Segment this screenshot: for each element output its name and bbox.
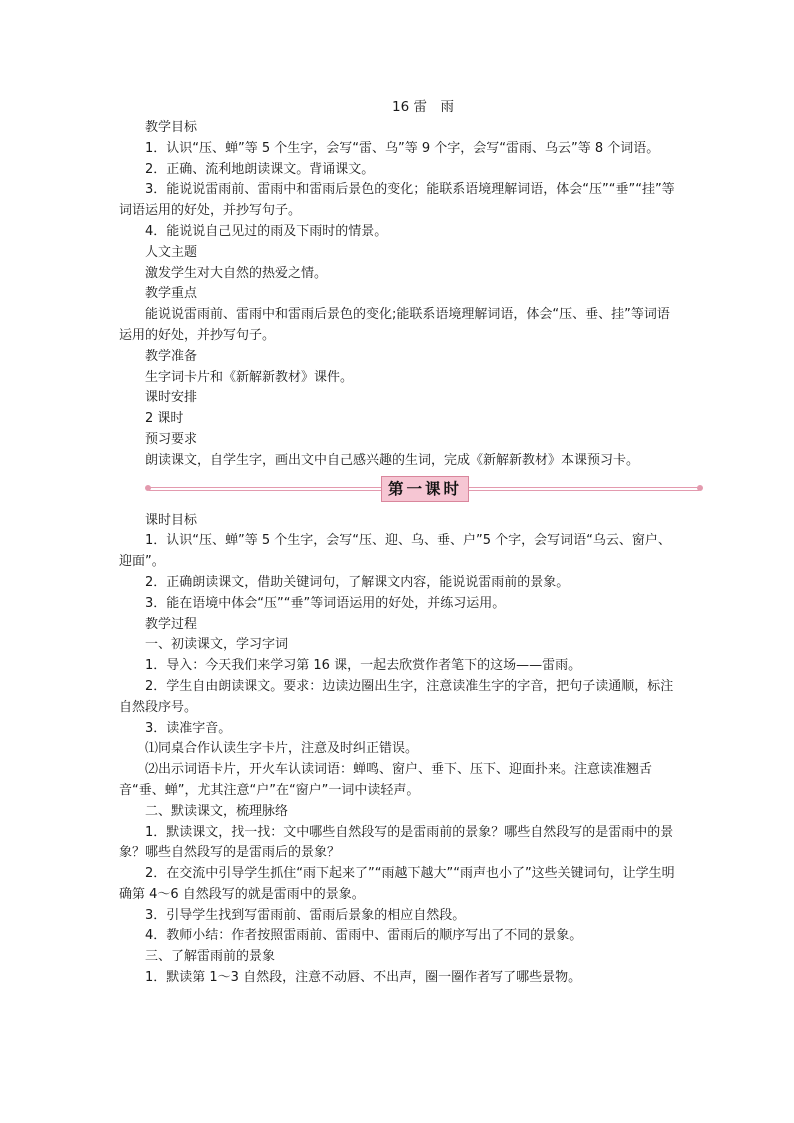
paragraph: 2．正确朗读课文，借助关键词句，了解课文内容，能说说雷雨前的景象。	[145, 574, 570, 590]
paragraph: 3．能在语境中体会“压”“垂”等词语运用的好处，并练习运用。	[145, 595, 506, 611]
section-heading: 二、默读课文，梳理脉络	[145, 803, 289, 819]
section-heading: 教学过程	[145, 616, 198, 632]
banner-dot-left	[145, 485, 151, 491]
paragraph: 激发学生对大自然的热爱之情。	[145, 265, 328, 281]
paragraph: ⑴同桌合作认读生字卡片，注意及时纠正错误。	[145, 741, 419, 757]
paragraph: 2．在交流中引导学生抓住“雨下起来了”“雨越下越大”“雨声也小了”这些关键词句，让学生明确第 4～6 自然段写的就是雷雨中的景象。	[119, 866, 675, 902]
paragraph: 3．读准字音。	[145, 720, 232, 736]
paragraph: 4．教师小结：作者按照雷雨前、雷雨中、雷雨后的顺序写出了不同的景象。	[145, 928, 583, 944]
banner-label: 第一课时	[381, 476, 469, 502]
section-heading: 三、了解雷雨前的景象	[145, 949, 276, 965]
paragraph: 2 课时	[145, 411, 184, 427]
paragraph: 1．认识“压、蝉”等 5 个生字，会写“雷、乌”等 9 个字，会写“雷雨、乌云”等 8 个词语。	[145, 140, 660, 156]
lesson-banner	[119, 475, 679, 505]
paragraph: 3．引导学生找到写雷雨前、雷雨后景象的相应自然段。	[145, 907, 466, 923]
section-heading: 教学准备	[145, 348, 198, 364]
paragraph: 朗读课文，自学生字，画出文中自己感兴趣的生词，完成《新解新教材》本课预习卡。	[145, 452, 640, 468]
section-heading: 课时目标	[145, 512, 198, 528]
paragraph: 生字词卡片和《新解新教材》课件。	[145, 369, 354, 385]
document-page	[119, 96, 679, 989]
banner-dot-right	[697, 485, 703, 491]
lesson-section	[119, 511, 679, 989]
paragraph: ⑵出示词语卡片，开火车认读词语：蝉鸣、窗户、垂下、压下、迎面扑来。注意读准翘舌音“垂、蝉”，尤其注意“户”在“窗户”一词中读轻声。	[119, 762, 653, 798]
paragraph: 2．正确、流利地朗读课文。背诵课文。	[145, 161, 375, 177]
paragraph: 3．能说说雷雨前、雷雨中和雷雨后景色的变化；能联系语境理解词语，体会“压”“垂”“挂”等词语运用的好处，并抄写句子。	[119, 182, 675, 219]
section-heading: 课时安排	[145, 390, 198, 406]
intro-section	[119, 118, 679, 472]
section-heading: 一、初读课文，学习字词	[145, 637, 289, 653]
paragraph: 1．导入：今天我们来学习第 16 课，一起去欣赏作者笔下的这场——雷雨。	[145, 658, 582, 674]
paragraph: 1．认识“压、蝉”等 5 个生字，会写“压、迎、乌、垂、户”5 个字，会写词语“乌云、窗户、迎面”。	[119, 533, 671, 570]
paragraph: 1．默读第 1～3 自然段，注意不动唇、不出声，圈一圈作者写了哪些景物。	[145, 970, 582, 986]
section-heading: 教学目标	[145, 120, 198, 135]
section-heading: 人文主题	[145, 244, 198, 260]
section-heading: 教学重点	[145, 286, 198, 302]
paragraph: 1．默读课文，找一找：文中哪些自然段写的是雷雨前的景象？哪些自然段写的是雷雨中的景象？哪些自然段写的是雷雨后的景象？	[119, 824, 674, 861]
paragraph: 能说说雷雨前、雷雨中和雷雨后景色的变化;能联系语境理解词语，体会“压、垂、挂”等词语运用的好处，并抄写句子。	[119, 307, 670, 343]
paragraph: 2．学生自由朗读课文。要求：边读边圈出生字，注意读准生字的字音，把句子读通顺，标注自然段序号。	[119, 678, 674, 715]
section-heading: 预习要求	[145, 431, 198, 447]
lesson-title: 16 雷 雨	[392, 99, 454, 115]
paragraph: 4．能说说自己见过的雨及下雨时的情景。	[145, 223, 388, 239]
